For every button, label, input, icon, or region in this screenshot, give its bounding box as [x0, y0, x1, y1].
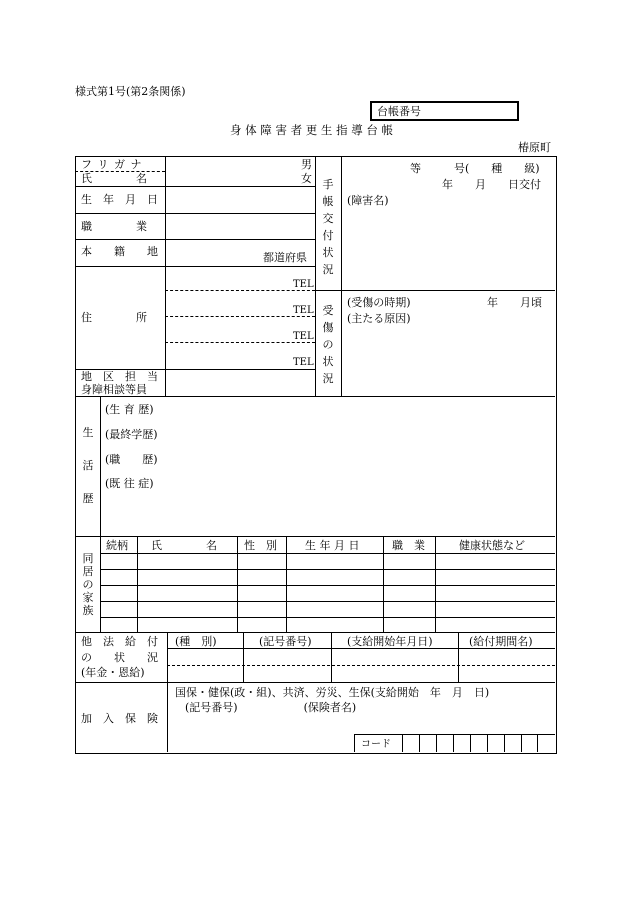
form-number: 様式第1号(第2条関係) — [75, 85, 186, 98]
family-rows[interactable] — [101, 554, 554, 631]
handbook-issued: 年 月 日交付 — [442, 178, 541, 191]
family-col-sex: 性 別 — [244, 539, 277, 552]
occupation-field[interactable] — [166, 214, 314, 239]
tel-label-2: TEL — [293, 305, 314, 316]
birth-field[interactable] — [166, 187, 314, 213]
tel-label-4: TEL — [293, 357, 314, 368]
injury-period-label: (受傷の時期) — [347, 296, 411, 309]
family-col-birth: 生 年 月 日 — [305, 539, 360, 552]
life-side-label: 生 活 歴 — [82, 426, 94, 505]
town-name: 椿原町 — [518, 141, 551, 154]
benefits-col-start: (支給開始年月日) — [347, 635, 433, 648]
ledger-form — [75, 156, 557, 754]
birth-label: 生 年 月 日 — [81, 193, 158, 206]
tel-label-3: TEL — [293, 331, 314, 342]
benefits-label-1: 他 法 給 付 — [81, 635, 158, 648]
name-label: 氏 名 — [81, 172, 147, 185]
education-label: (最終学歴) — [105, 428, 158, 441]
sex-female[interactable]: 女 — [301, 172, 312, 185]
insurance-line-2: (記号番号) (保険者名) — [185, 701, 357, 714]
benefits-label-3: (年金・恩給) — [81, 666, 145, 679]
family-col-relation: 続柄 — [106, 539, 128, 552]
tel-label-1: TEL — [293, 279, 314, 290]
benefits-col-code: (記号番号) — [259, 635, 312, 648]
benefits-rows[interactable] — [168, 649, 554, 681]
occupation-label: 職 業 — [81, 220, 147, 233]
disability-name-label: (障害名) — [347, 194, 389, 207]
ledger-number-box[interactable] — [370, 101, 519, 121]
injury-side-label: 受 傷 の 状 況 — [322, 304, 334, 385]
upbringing-label: (生 育 歴) — [105, 403, 154, 416]
handbook-side-label: 手 帳 交 付 状 況 — [322, 178, 334, 276]
code-label: コード — [361, 739, 391, 750]
benefits-label-2: の 状 況 — [81, 651, 158, 664]
insurance-line-1: 国保・健保(政・組)、共済、労災、生保(支給開始 年 月 日) — [175, 686, 490, 699]
insurance-field[interactable] — [168, 684, 554, 732]
insurance-label: 加 入 保 険 — [81, 712, 158, 725]
sex-male[interactable]: 男 — [301, 158, 312, 171]
injury-cause-field[interactable] — [342, 326, 554, 394]
prefecture-label: 都道府県 — [263, 251, 307, 264]
life-history-field[interactable] — [175, 400, 553, 532]
district-label-2: 身障相談等員 — [81, 383, 147, 396]
injury-cause-label: (主たる原因) — [347, 312, 411, 325]
benefits-col-period: (給付期間名) — [469, 635, 533, 648]
code-input[interactable] — [403, 735, 553, 751]
ledger-number-label: 台帳番号 — [377, 105, 421, 118]
disability-name-field[interactable] — [342, 208, 554, 288]
injury-period-date: 年 月頃 — [487, 296, 542, 309]
district-label-1: 地 区 担 当 — [81, 370, 158, 383]
family-side-label: 同 居 の 家 族 — [82, 552, 94, 617]
family-col-name: 氏 名 — [151, 539, 217, 552]
domicile-label: 本 籍 地 — [81, 245, 158, 258]
address-field[interactable] — [166, 267, 291, 369]
family-col-health: 健康状態など — [459, 539, 525, 552]
work-history-label: (職 歴) — [105, 453, 158, 466]
district-field[interactable] — [166, 370, 314, 396]
name-field[interactable] — [166, 156, 296, 186]
handbook-grade: 等 号( 種 級) — [410, 162, 540, 175]
address-label: 住 所 — [81, 311, 147, 324]
family-col-occupation: 職 業 — [392, 539, 425, 552]
benefits-col-type: (種 別) — [175, 635, 217, 648]
medical-history-label: (既 往 症) — [105, 477, 154, 490]
furigana-label: フ リ ガ ナ — [81, 158, 143, 171]
page-title: 身 体 障 害 者 更 生 指 導 台 帳 — [230, 123, 394, 137]
domicile-field[interactable] — [166, 240, 261, 266]
